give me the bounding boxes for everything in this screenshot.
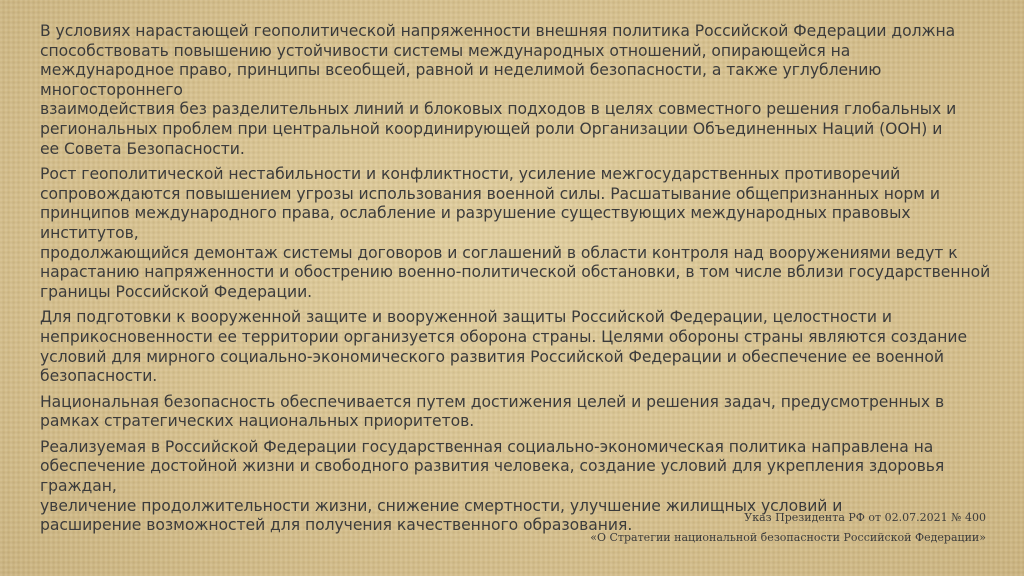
paragraph-defense: Для подготовки к вооруженной защите и вооруженной защиты Российской Федерации, целостности и неприкосновенности ее территории организуется оборона страны. Целями обороны страны являются создание условий для мирного социально-экономического развития Российской Федерации и обеспечение ее военной безопасности. xyxy=(40,308,967,386)
source-decree: Указ Президента РФ от 02.07.2021 № 400 xyxy=(744,511,986,524)
source-citation xyxy=(590,508,986,548)
paragraph-geopolitical-instability: Рост геополитической нестабильности и конфликтности, усиление межгосударственных противоречий сопровождаются повышением угрозы использования военной силы. Расшатывание общепризнанных норм и принципов международного права, ослабление и разрушение существующих международных правовых институтов, продолжающийся демонтаж системы договоров и соглашений в области контроля над вооружениями ведут к нарастанию напряженности и обострению военно-политической обстановки, в том числе вблизи государственной границы Российской Федерации. xyxy=(40,165,991,301)
source-title: «О Стратегии национальной безопасности Российской Федерации» xyxy=(590,531,986,544)
paragraph-foreign-policy: В условиях нарастающей геополитической напряженности внешняя политика Российской Федерации должна способствовать повышению устойчивости системы международных отношений, опирающейся на международное право, принципы всеобщей, равной и неделимой безопасности, а также углублению многостороннего взаимодействия без разделительных линий и блоковых подходов в целях совместного решения глобальных и региональных проблем при центральной координирующей роли Организации Объединенных Наций (ООН) и ее Совета Безопасности. xyxy=(40,22,957,158)
text-body xyxy=(40,22,998,542)
paragraph-socio-economic-policy: Реализуемая в Российской Федерации государственная социально-экономическая политика направлена на обеспечение достойной жизни и свободного развития человека, создание условий для укрепления здоровья граждан, увеличение продолжительности жизни, снижение смертности, улучшение жилищных условий и расширение возможностей для получения качественного образования. xyxy=(40,437,945,535)
paragraph-national-security: Национальная безопасность обеспечивается путем достижения целей и решения задач, предусмотренных в рамках стратегических национальных приоритетов. xyxy=(40,392,945,431)
